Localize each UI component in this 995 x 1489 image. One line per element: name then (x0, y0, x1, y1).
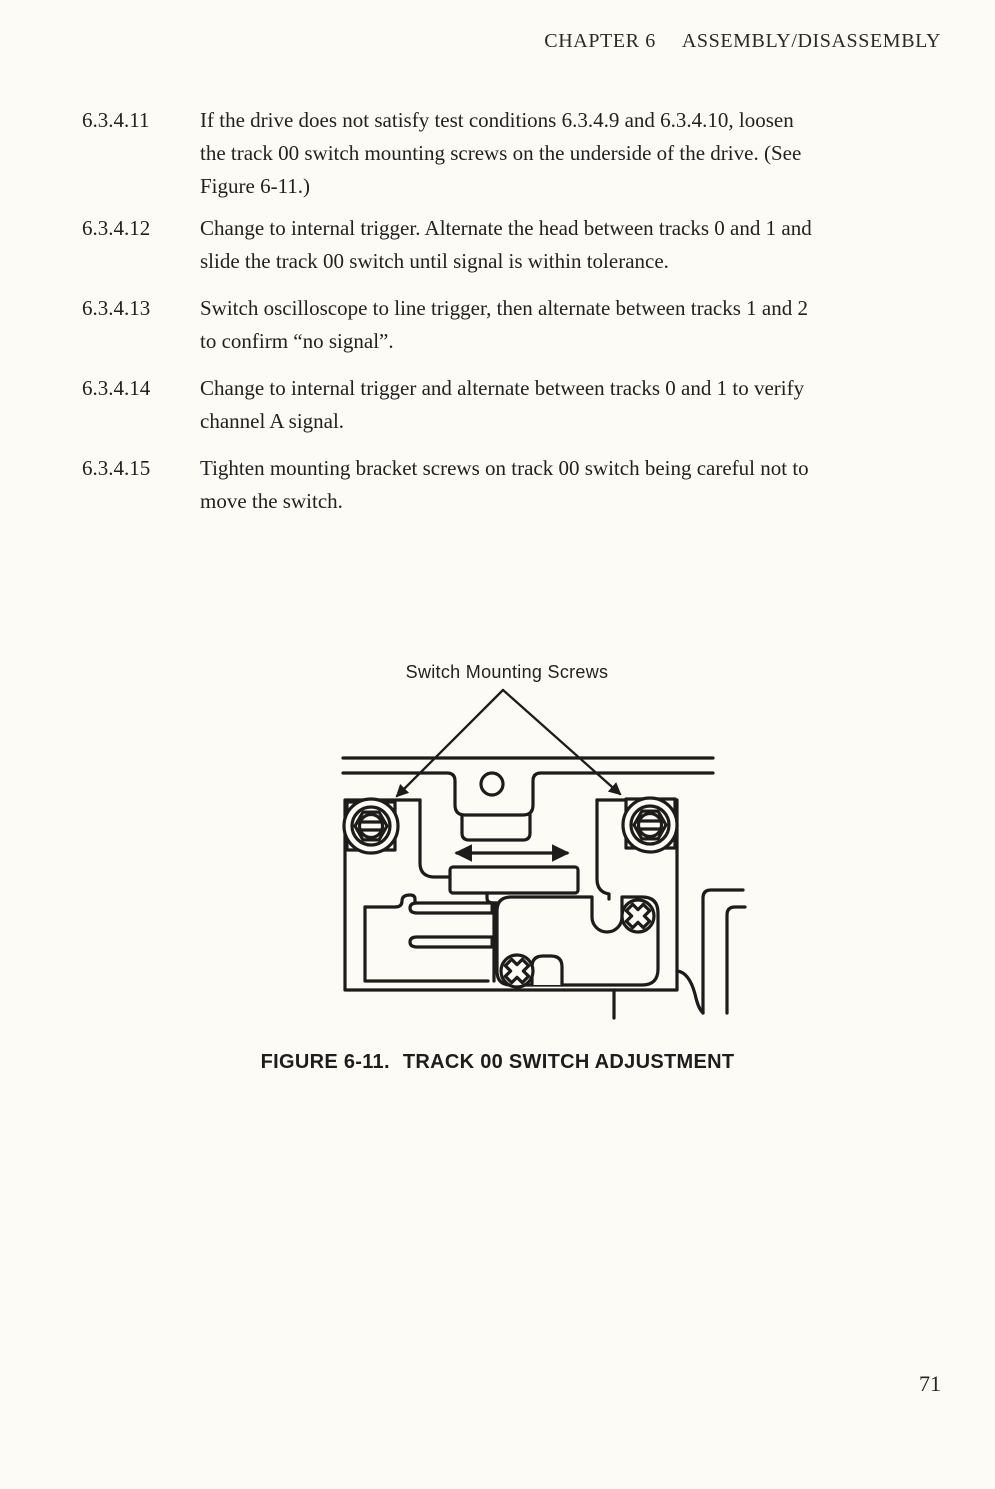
chassis-edge-right (677, 890, 745, 1013)
text-line: Tighten mounting bracket screws on track 00 switch being careful not to (200, 456, 809, 480)
item-number: 6.3.4.15 (82, 456, 151, 480)
leader-arrows (397, 690, 620, 796)
phillips-screw-top-icon (621, 899, 655, 933)
text-line: slide the track 00 switch until signal is within tolerance. (200, 249, 669, 273)
phillips-screw-bottom-icon (500, 954, 534, 988)
item-text (200, 292, 965, 358)
text-line: channel A signal. (200, 409, 345, 433)
chapter-title: ASSEMBLY/DISASSEMBLY (681, 30, 941, 52)
page-number: 71 (919, 1371, 941, 1396)
item-text (200, 104, 965, 203)
chapter-label: CHAPTER 6 (544, 30, 656, 52)
item-text (200, 452, 965, 518)
procedure-item (82, 372, 965, 438)
item-number: 6.3.4.12 (82, 216, 151, 240)
text-line: If the drive does not satisfy test conditions 6.3.4.9 and 6.3.4.10, loosen (200, 108, 794, 132)
text-line: Change to internal trigger. Alternate the head between tracks 0 and 1 and (200, 216, 812, 240)
text-line: Switch oscilloscope to line trigger, then alternate between tracks 1 and 2 (200, 296, 808, 320)
text-line: to confirm “no signal”. (200, 329, 394, 353)
figure-caption-label: FIGURE 6-11. (260, 1051, 390, 1073)
procedure-item (82, 292, 965, 358)
page-header (544, 30, 941, 53)
item-number: 6.3.4.13 (82, 296, 151, 320)
text-line: Change to internal trigger and alternate between tracks 0 and 1 to verify (200, 376, 805, 400)
tab-hole (481, 773, 503, 795)
track00-switch-diagram (325, 655, 795, 1055)
item-text (200, 372, 965, 438)
figure-caption-title: TRACK 00 SWITCH ADJUSTMENT (402, 1051, 735, 1073)
switch-terminals (365, 895, 498, 981)
item-number: 6.3.4.11 (82, 108, 150, 132)
procedure-item (82, 212, 965, 278)
text-line: move the switch. (200, 489, 343, 513)
body-bump (532, 956, 562, 985)
left-mounting-screw-icon (344, 799, 398, 853)
item-text (200, 212, 965, 278)
callout-label: Switch Mounting Screws (405, 662, 609, 682)
text-line: Figure 6-11.) (200, 174, 311, 198)
text-line: the track 00 switch mounting screws on the underside of the drive. (See (200, 141, 802, 165)
procedure-item (82, 452, 965, 518)
right-mounting-screw-icon (623, 798, 677, 852)
item-number: 6.3.4.14 (82, 376, 151, 400)
procedure-item (82, 104, 965, 203)
figure-caption (0, 1051, 995, 1074)
